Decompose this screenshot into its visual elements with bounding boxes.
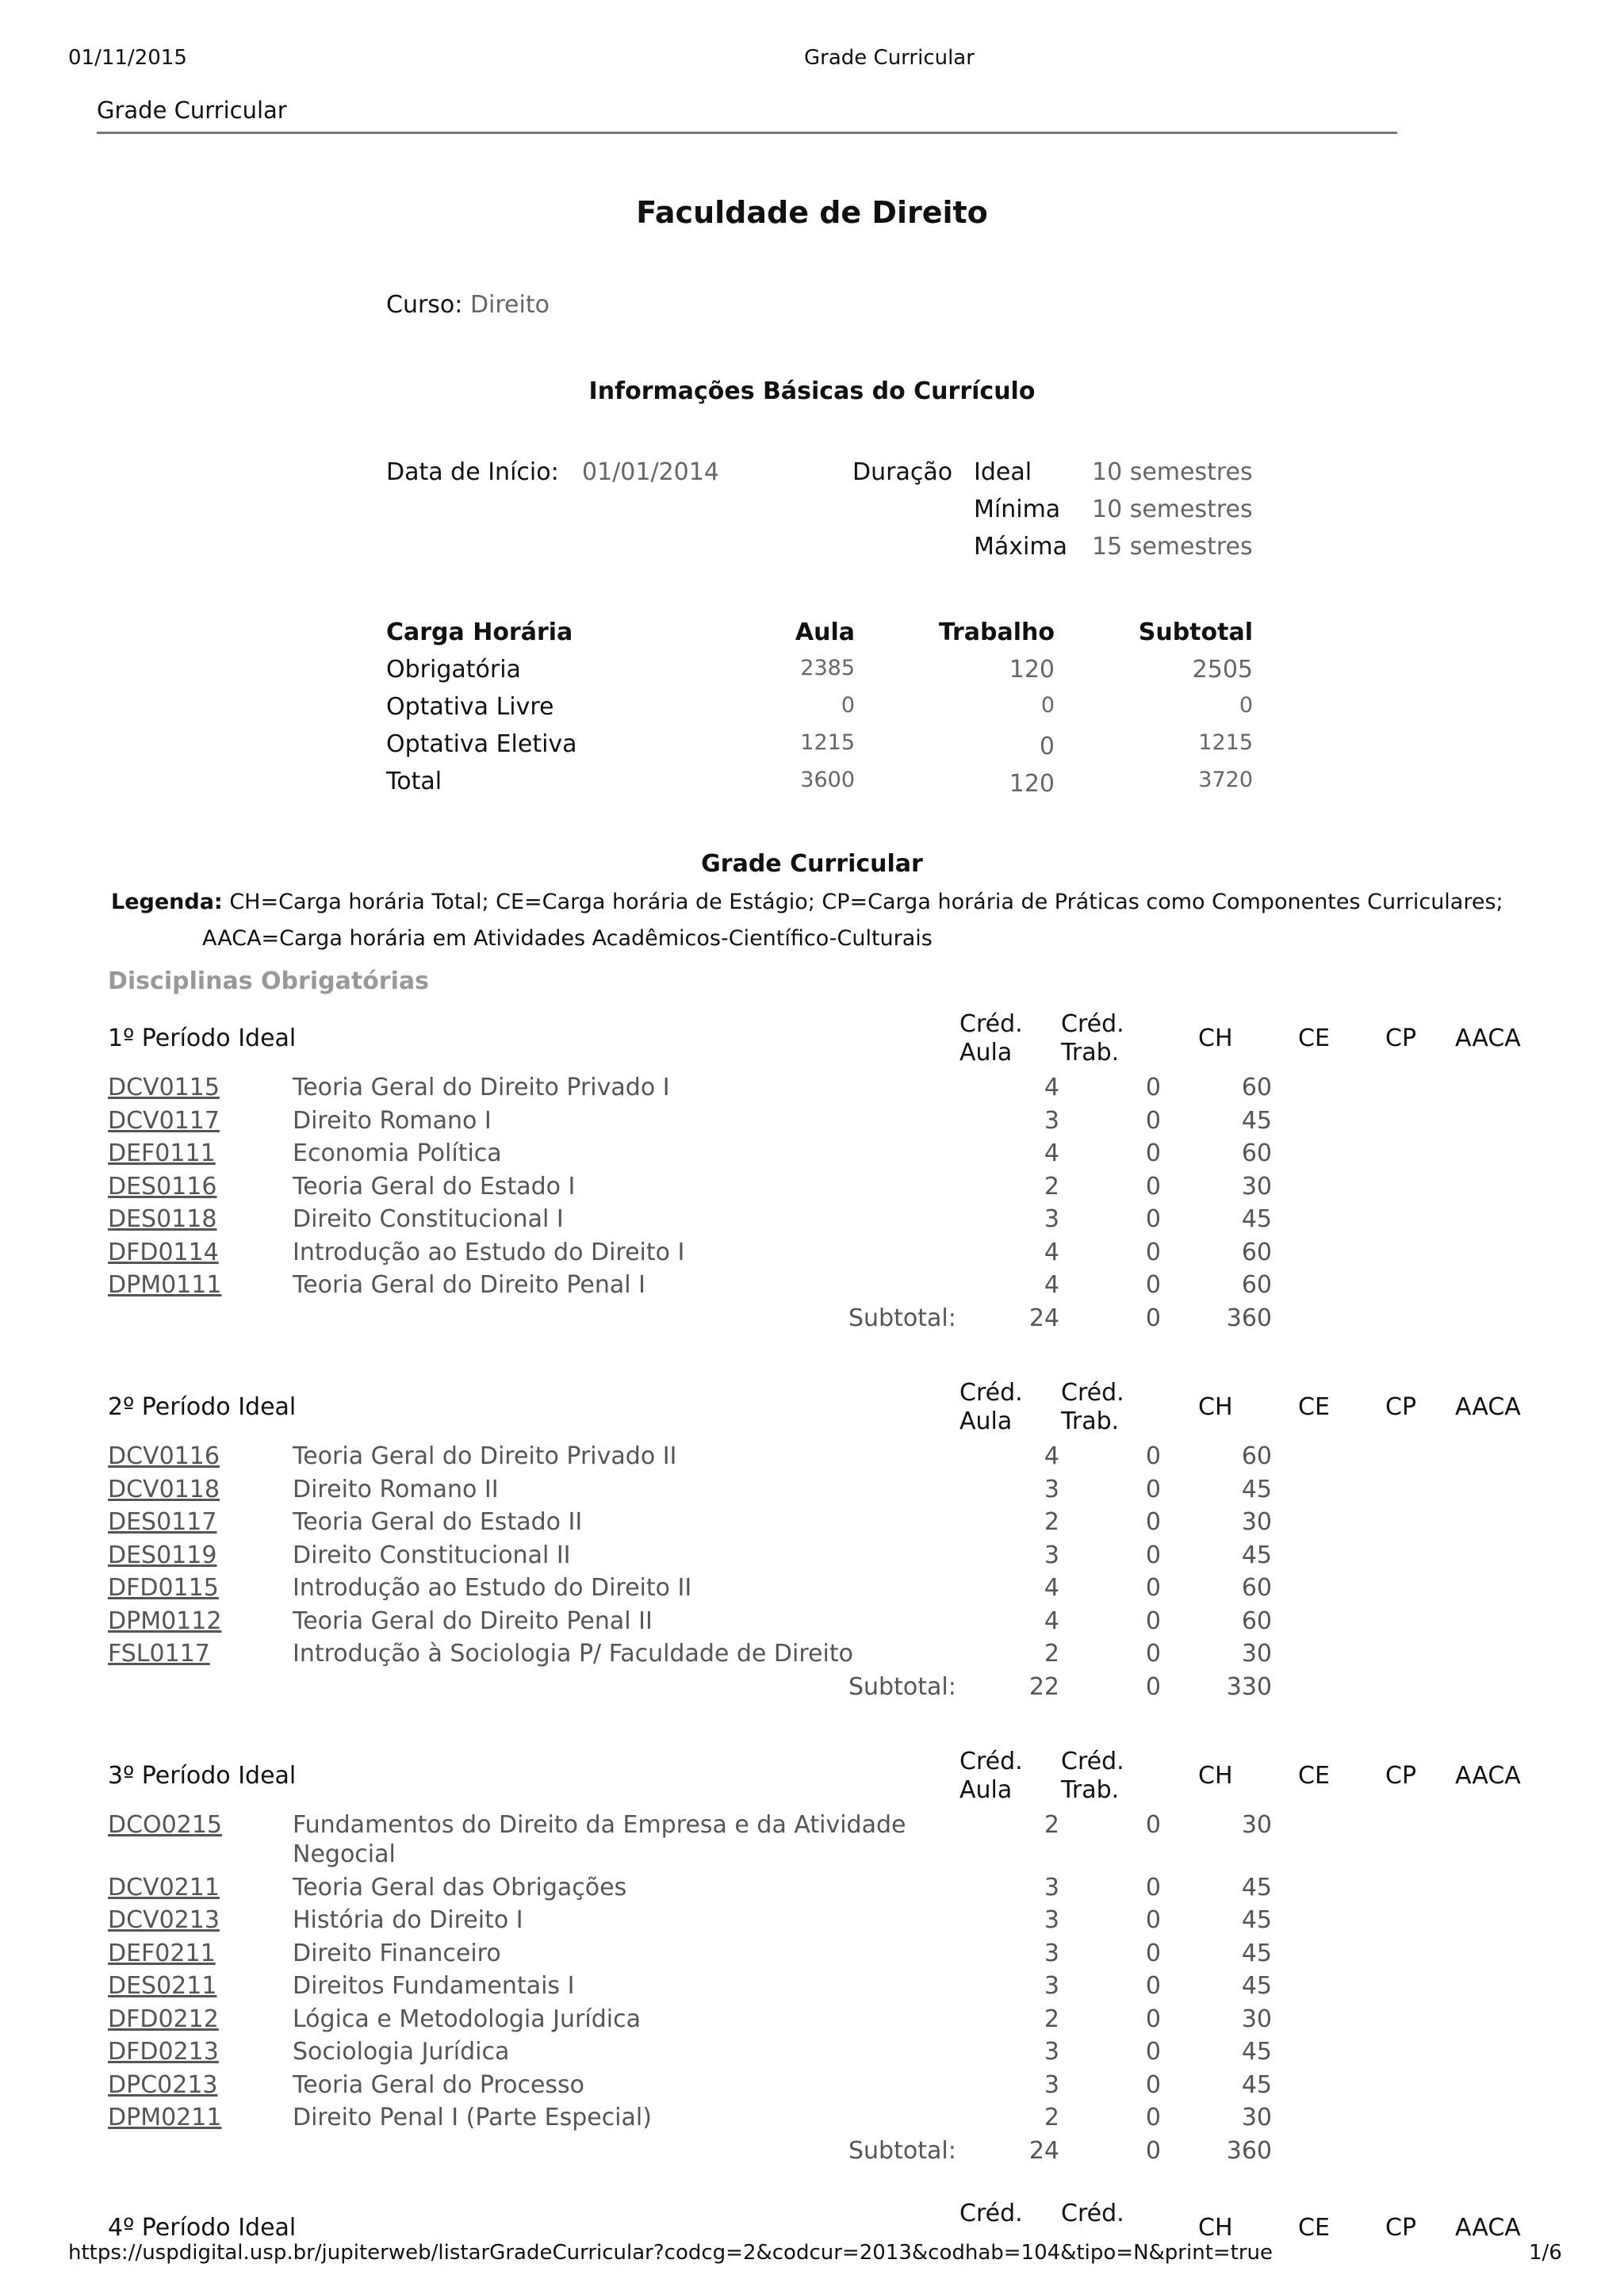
cred-trab-value: 0 (1145, 2005, 1161, 2033)
print-url: https://uspdigital.usp.br/jupiterweb/listarGradeCurricular?codcg=2&codcur=2013&codhab=104&tipo=N&print=true (68, 2241, 1274, 2265)
page-subheader: Grade Curricular (97, 97, 287, 124)
cred-aula-value: 4 (1044, 1271, 1059, 1299)
duration-ideal-label: Ideal (974, 458, 1032, 486)
period-title: 2º Período Ideal (108, 1393, 297, 1421)
duration-label: Duração (852, 458, 953, 486)
course-name: Direito Penal I (Parte Especial) (293, 2104, 652, 2131)
subtotal-trab: 0 (1145, 1304, 1161, 1332)
table-row (0, 1940, 1624, 1971)
course-code-link[interactable]: DCV0116 (108, 1442, 220, 1470)
subtotal-ch: 330 (1226, 1672, 1272, 1701)
course-code-link[interactable]: DCV0117 (108, 1106, 220, 1135)
cred-trab-value: 0 (1145, 1873, 1161, 1901)
col-header-aaca: AACA (1455, 1024, 1521, 1052)
course-code-link[interactable]: DCV0115 (108, 1074, 220, 1101)
table-row (0, 1239, 1624, 1270)
workload-row-aula: 0 (841, 693, 855, 718)
course-name: Introdução ao Estudo do Direito I (293, 1238, 685, 1266)
cred-trab-value: 0 (1145, 2070, 1161, 2099)
legend-line-2: AACA=Carga horária em Atividades Acadêmicos-Científico-Culturais (202, 926, 933, 951)
course-name: Introdução ao Estudo do Direito II (293, 1574, 692, 1602)
start-date-label: Data de Início: (386, 458, 559, 486)
ch-value: 60 (1241, 1271, 1272, 1299)
cred-aula-value: 3 (1044, 1873, 1059, 1901)
course-code-link[interactable]: DES0118 (108, 1205, 217, 1233)
table-row (0, 1139, 1624, 1171)
period-title: 3º Período Ideal (108, 1762, 297, 1790)
course-code-link[interactable]: DEF0111 (108, 1139, 216, 1167)
col-header-cred-trab-2: Trab. (1061, 1039, 1120, 1067)
cred-trab-value: 0 (1145, 1205, 1161, 1233)
cred-aula-value: 2 (1044, 2005, 1059, 2033)
course-code-link[interactable]: DFD0212 (108, 2005, 219, 2033)
col-header-cred-trab-2: Trab. (1061, 1407, 1120, 1435)
subtotal-row (0, 1304, 1624, 1336)
course-name: Teoria Geral das Obrigações (293, 1873, 627, 1901)
period-title: 1º Período Ideal (108, 1024, 297, 1052)
cred-aula-value: 3 (1044, 1972, 1059, 2000)
col-header-cred-aula-2: Aula (959, 1407, 1013, 1435)
table-row (0, 1074, 1624, 1105)
cred-trab-value: 0 (1145, 1574, 1161, 1602)
course-name: Direito Constitucional II (293, 1541, 571, 1569)
ch-value: 30 (1241, 1508, 1272, 1536)
cred-aula-value: 4 (1044, 1238, 1059, 1266)
col-header-cred-aula: Créd. (959, 1379, 1023, 1407)
table-row (0, 1271, 1624, 1303)
workload-table (0, 618, 1624, 809)
grade-title: Grade Curricular (701, 850, 923, 878)
course-name: Teoria Geral do Direito Penal II (293, 1607, 653, 1635)
legend-text-1: CH=Carga horária Total; CE=Carga horária de Estágio; CP=Carga horária de Práticas como Componentes Curriculares; (229, 890, 1503, 914)
ch-value: 60 (1241, 1574, 1272, 1602)
ch-value: 30 (1241, 1640, 1272, 1668)
ch-value: 30 (1241, 2104, 1272, 2131)
duration-min-value: 10 semestres (1092, 496, 1253, 523)
cred-aula-value: 3 (1044, 1205, 1059, 1233)
cred-trab-value: 0 (1145, 1541, 1161, 1569)
subtotal-label: Subtotal: (848, 1304, 956, 1332)
workload-row-aula: 1215 (800, 730, 855, 755)
workload-row-label: Optativa Livre (386, 693, 554, 721)
workload-row-aula: 2385 (800, 656, 855, 680)
col-header-ch: CH (1198, 2214, 1233, 2242)
col-header-cp: CP (1385, 1024, 1417, 1052)
course-code-link[interactable]: FSL0117 (108, 1640, 210, 1668)
cred-aula-value: 3 (1044, 1106, 1059, 1135)
ch-value: 45 (1241, 2038, 1272, 2066)
course-name: Lógica e Metodologia Jurídica (293, 2005, 641, 2033)
col-header-ch: CH (1198, 1762, 1233, 1790)
workload-row-subtotal: 3720 (1198, 768, 1253, 792)
workload-row-trabalho: 120 (1009, 656, 1055, 684)
col-header-cp: CP (1385, 1393, 1417, 1421)
col-header-cp: CP (1385, 2214, 1417, 2242)
table-row (0, 1173, 1624, 1204)
ch-value: 45 (1241, 2070, 1272, 2099)
workload-row-subtotal: 2505 (1192, 656, 1253, 684)
workload-header-trabalho: Trabalho (938, 618, 1055, 646)
workload-row-trabalho: 0 (1040, 693, 1055, 718)
course-name: Fundamentos do Direito da Empresa e da Atividade (293, 1811, 906, 1839)
subtotal-ch: 360 (1226, 2136, 1272, 2165)
workload-header-label: Carga Horária (386, 618, 573, 646)
table-row (0, 1205, 1624, 1237)
ch-value: 45 (1241, 1106, 1272, 1135)
col-header-cred-trab: Créd. (1061, 1748, 1124, 1775)
subtotal-aula: 22 (1028, 1672, 1059, 1701)
course-code-link[interactable]: DCV0211 (108, 1873, 220, 1901)
course-code-link[interactable]: DCV0118 (108, 1475, 220, 1503)
course-code-link[interactable]: DPM0211 (108, 2104, 222, 2131)
course-code-link[interactable]: DFD0114 (108, 1238, 219, 1266)
col-header-aaca: AACA (1455, 2214, 1521, 2242)
cred-aula-value: 3 (1044, 2038, 1059, 2066)
table-row (0, 2038, 1624, 2070)
duration-ideal-value: 10 semestres (1092, 458, 1253, 486)
course-value: Direito (469, 291, 550, 319)
workload-row-label: Total (386, 768, 442, 795)
cred-aula-value: 4 (1044, 1442, 1059, 1470)
cred-aula-value: 4 (1044, 1607, 1059, 1635)
col-header-cred-trab: Créd. (1061, 1379, 1124, 1407)
duration-max-label: Máxima (974, 533, 1067, 561)
subtotal-row (0, 2137, 1624, 2169)
workload-row-label: Optativa Eletiva (386, 730, 577, 758)
course-code-link[interactable]: DPM0112 (108, 1607, 222, 1635)
cred-trab-value: 0 (1145, 1442, 1161, 1470)
print-title: Grade Curricular (804, 46, 975, 70)
subtotal-label: Subtotal: (848, 2136, 956, 2165)
course-name: Direito Constitucional I (293, 1205, 564, 1233)
cred-trab-value: 0 (1145, 1972, 1161, 2000)
col-header-ch: CH (1198, 1024, 1233, 1052)
cred-aula-value: 3 (1044, 1906, 1059, 1934)
col-header-ce: CE (1298, 2214, 1330, 2242)
print-date: 01/11/2015 (68, 46, 187, 70)
table-row (0, 2071, 1624, 2103)
cred-trab-value: 0 (1145, 1906, 1161, 1934)
cred-aula-value: 3 (1044, 1939, 1059, 1967)
cred-trab-value: 0 (1145, 1811, 1161, 1839)
course-name: História do Direito I (293, 1906, 523, 1934)
header-divider (97, 132, 1397, 134)
col-header-ch: CH (1198, 1393, 1233, 1421)
course-code-link[interactable]: DES0211 (108, 1972, 217, 2000)
course-code-link[interactable]: DPM0111 (108, 1271, 222, 1299)
ch-value: 45 (1241, 1906, 1272, 1934)
course-name: Teoria Geral do Estado II (293, 1508, 583, 1536)
duration-min-label: Mínima (974, 496, 1061, 523)
workload-row-aula: 3600 (800, 768, 855, 792)
course-name: Direitos Fundamentais I (293, 1972, 575, 2000)
col-header-cred-aula-2: Aula (959, 1039, 1013, 1067)
ch-value: 30 (1241, 1811, 1272, 1839)
cred-trab-value: 0 (1145, 1508, 1161, 1536)
col-header-ce: CE (1298, 1393, 1330, 1421)
course-name: Economia Política (293, 1139, 502, 1167)
ch-value: 60 (1241, 1139, 1272, 1167)
col-header-cp: CP (1385, 1762, 1417, 1790)
table-row (0, 2005, 1624, 2037)
course-code-link[interactable]: DPC0213 (108, 2070, 218, 2099)
col-header-aaca: AACA (1455, 1762, 1521, 1790)
ch-value: 45 (1241, 1873, 1272, 1901)
subtotal-trab: 0 (1145, 2136, 1161, 2165)
table-row (0, 1574, 1624, 1606)
cred-aula-value: 3 (1044, 2070, 1059, 2099)
cred-trab-value: 0 (1145, 2104, 1161, 2131)
course-label: Curso: (386, 291, 463, 319)
col-header-ce: CE (1298, 1762, 1330, 1790)
cred-aula-value: 2 (1044, 1172, 1059, 1201)
cred-trab-value: 0 (1145, 1271, 1161, 1299)
subtotal-trab: 0 (1145, 1672, 1161, 1701)
col-header-cred-trab: Créd. (1061, 1010, 1124, 1038)
cred-aula-value: 3 (1044, 1541, 1059, 1569)
course-code-link[interactable]: DES0117 (108, 1508, 217, 1536)
course-code-link[interactable]: DFD0213 (108, 2038, 219, 2066)
course-line (386, 291, 550, 319)
course-name: Teoria Geral do Estado I (293, 1172, 576, 1201)
col-header-ce: CE (1298, 1024, 1330, 1052)
ch-value: 45 (1241, 1541, 1272, 1569)
col-header-cred-aula: Créd. (959, 1010, 1023, 1038)
section-title: Disciplinas Obrigatórias (108, 967, 429, 995)
cred-trab-value: 0 (1145, 1106, 1161, 1135)
course-name: Teoria Geral do Direito Privado II (293, 1442, 677, 1470)
workload-row-trabalho: 120 (1009, 770, 1055, 798)
subtotal-label: Subtotal: (848, 1672, 956, 1701)
course-name: Teoria Geral do Direito Penal I (293, 1271, 646, 1299)
cred-aula-value: 4 (1044, 1139, 1059, 1167)
cred-aula-value: 4 (1044, 1574, 1059, 1602)
ch-value: 30 (1241, 2005, 1272, 2033)
period-title: 4º Período Ideal (108, 2214, 297, 2242)
table-row (0, 1640, 1624, 1672)
workload-row-subtotal: 0 (1239, 693, 1253, 718)
subtotal-aula: 24 (1028, 2136, 1059, 2165)
cred-trab-value: 0 (1145, 1238, 1161, 1266)
course-name-cont: Negocial (293, 1840, 396, 1868)
course-code-link[interactable]: DEF0211 (108, 1939, 216, 1967)
table-row (0, 1906, 1624, 1938)
course-name: Direito Romano II (293, 1475, 499, 1503)
ch-value: 30 (1241, 1172, 1272, 1201)
col-header-aaca: AACA (1455, 1393, 1521, 1421)
cred-aula-value: 2 (1044, 1640, 1059, 1668)
course-name: Direito Romano I (293, 1106, 492, 1135)
start-date-value: 01/01/2014 (582, 458, 719, 486)
cred-aula-value: 2 (1044, 1508, 1059, 1536)
cred-trab-value: 0 (1145, 1074, 1161, 1101)
cred-trab-value: 0 (1145, 1172, 1161, 1201)
table-row (0, 1107, 1624, 1139)
cred-trab-value: 0 (1145, 1475, 1161, 1503)
col-header-cred-aula: Créd. (959, 1748, 1023, 1775)
page-title: Faculdade de Direito (636, 195, 988, 230)
cred-trab-value: 0 (1145, 1640, 1161, 1668)
table-row (0, 1811, 1624, 1868)
legend-line-1 (111, 890, 1503, 914)
workload-row-subtotal: 1215 (1198, 730, 1253, 755)
table-row (0, 1607, 1624, 1639)
ch-value: 45 (1241, 1205, 1272, 1233)
cred-aula-value: 3 (1044, 1475, 1059, 1503)
workload-row-trabalho: 0 (1039, 733, 1055, 760)
page-number: 1/6 (1529, 2241, 1562, 2265)
table-row (0, 1476, 1624, 1507)
cred-trab-value: 0 (1145, 1607, 1161, 1635)
table-row (0, 1508, 1624, 1540)
table-row (0, 1442, 1624, 1474)
course-name: Teoria Geral do Direito Privado I (293, 1074, 670, 1101)
duration-max-value: 15 semestres (1092, 533, 1253, 561)
col-header-cred-aula-2: Aula (959, 1776, 1013, 1804)
cred-trab-value: 0 (1145, 1939, 1161, 1967)
cred-aula-value: 2 (1044, 2104, 1059, 2131)
col-header-cred-aula: Créd. (959, 2200, 1023, 2227)
table-row (0, 1874, 1624, 1905)
course-code-link[interactable]: DCV0213 (108, 1906, 220, 1934)
course-name: Sociologia Jurídica (293, 2038, 510, 2066)
ch-value: 45 (1241, 1475, 1272, 1503)
workload-header-aula: Aula (795, 618, 855, 646)
subtotal-aula: 24 (1028, 1304, 1059, 1332)
course-name: Teoria Geral do Processo (293, 2070, 585, 2099)
table-row (0, 2104, 1624, 2135)
cred-trab-value: 0 (1145, 1139, 1161, 1167)
course-code-link[interactable]: DCO0215 (108, 1811, 223, 1839)
ch-value: 60 (1241, 1442, 1272, 1470)
table-row (0, 1972, 1624, 2004)
course-code-link[interactable]: DES0119 (108, 1541, 217, 1569)
legend-label: Legenda: (111, 890, 223, 914)
course-code-link[interactable]: DFD0115 (108, 1574, 219, 1602)
ch-value: 60 (1241, 1238, 1272, 1266)
ch-value: 60 (1241, 1074, 1272, 1101)
ch-value: 45 (1241, 1939, 1272, 1967)
ch-value: 45 (1241, 1972, 1272, 2000)
course-code-link[interactable]: DES0116 (108, 1172, 217, 1201)
basic-info-title: Informações Básicas do Currículo (588, 377, 1036, 405)
course-name: Introdução à Sociologia P/ Faculdade de Direito (293, 1640, 853, 1668)
cred-aula-value: 2 (1044, 1811, 1059, 1839)
subtotal-row (0, 1673, 1624, 1705)
col-header-cred-trab: Créd. (1061, 2200, 1124, 2227)
workload-header-subtotal: Subtotal (1138, 618, 1253, 646)
course-name: Direito Financeiro (293, 1939, 501, 1967)
cred-trab-value: 0 (1145, 2038, 1161, 2066)
ch-value: 60 (1241, 1607, 1272, 1635)
cred-aula-value: 4 (1044, 1074, 1059, 1101)
workload-row-label: Obrigatória (386, 656, 521, 684)
subtotal-ch: 360 (1226, 1304, 1272, 1332)
table-row (0, 1541, 1624, 1573)
col-header-cred-trab-2: Trab. (1061, 1776, 1120, 1804)
